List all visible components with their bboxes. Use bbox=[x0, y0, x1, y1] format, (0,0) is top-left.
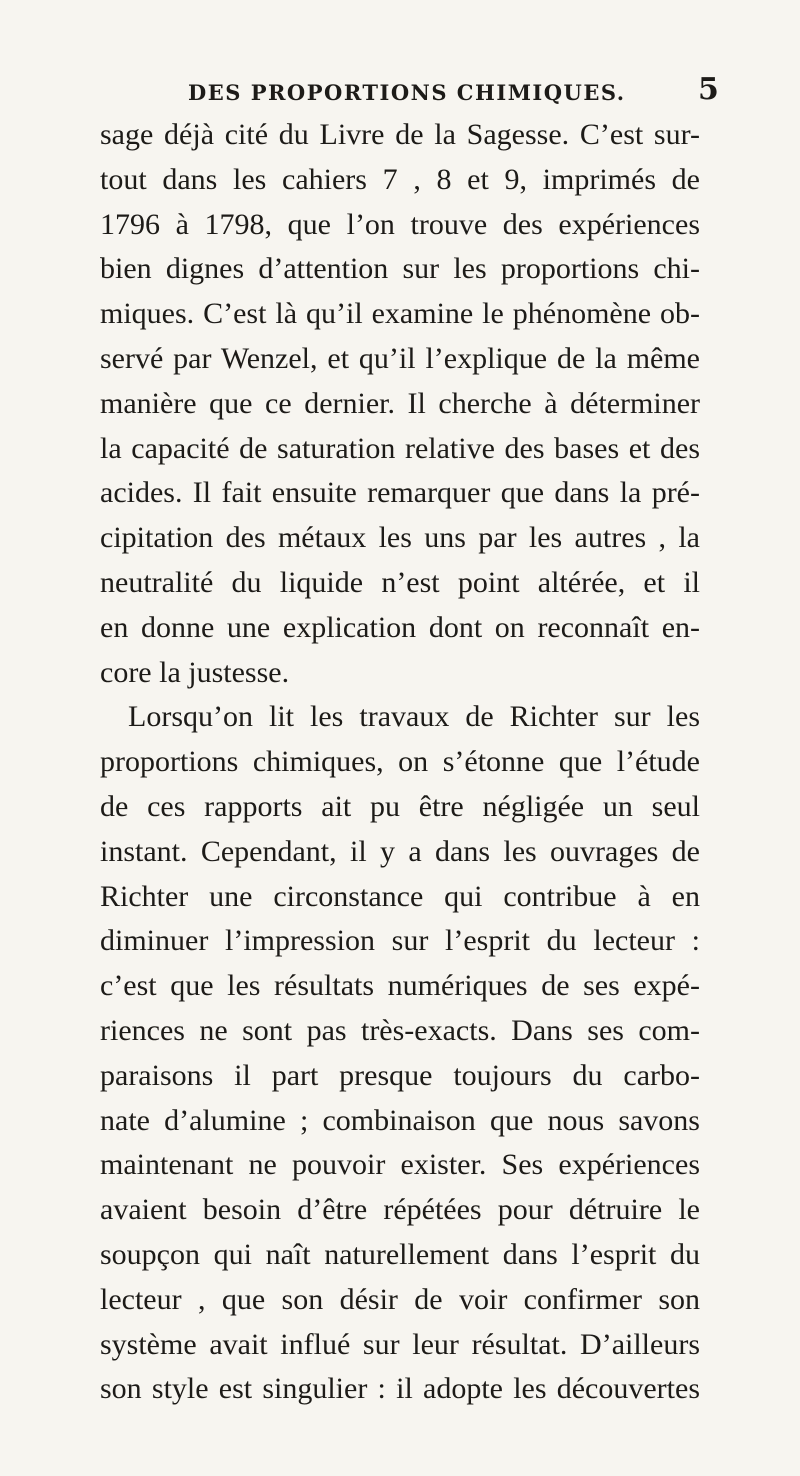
text-line: manière que ce dernier. Il cherche à déterminer bbox=[100, 386, 700, 420]
text-line: proportions chimiques, on s’étonne que l’étude bbox=[100, 745, 700, 779]
text-line: riences ne sont pas très-exacts. Dans ses com- bbox=[100, 1013, 700, 1047]
paragraph-start-line: Lorsqu’on lit les travaux de Richter sur les bbox=[128, 700, 700, 734]
text-line: paraisons il part presque toujours du carbo- bbox=[100, 1058, 700, 1092]
text-line: cipitation des métaux les uns par les autres , la bbox=[100, 521, 700, 555]
running-title: DES PROPORTIONS CHIMIQUES. bbox=[188, 80, 626, 105]
text-line: nate d’alumine ; combinaison que nous savons bbox=[100, 1103, 700, 1137]
text-line: maintenant ne pouvoir exister. Ses expériences bbox=[100, 1148, 700, 1182]
text-line: bien dignes d’attention sur les proportions chi- bbox=[100, 252, 700, 286]
text-line: 1796 à 1798, que l’on trouve des expériences bbox=[100, 207, 700, 241]
text-line: sage déjà cité du Livre de la Sagesse. C’est sur- bbox=[100, 118, 700, 151]
text-line: lecteur , que son désir de voir confirmer son bbox=[100, 1282, 700, 1316]
page-number: 5 bbox=[698, 72, 719, 107]
text-line: la capacité de saturation relative des bases et des bbox=[100, 431, 700, 465]
text-line: c’est que les résultats numériques de ses expé- bbox=[100, 969, 700, 1003]
text-line: instant. Cependant, il y a dans les ouvrages de bbox=[100, 834, 700, 868]
text-line: diminuer l’impression sur l’esprit du lecteur : bbox=[100, 924, 700, 958]
text-line: soupçon qui naît naturellement dans l’esprit du bbox=[100, 1237, 700, 1271]
text-line: de ces rapports ait pu être négligée un seul bbox=[100, 789, 700, 823]
text-line: système avait influé sur leur résultat. D’ailleurs bbox=[100, 1327, 700, 1361]
text-line: avaient besoin d’être répétées pour détruire le bbox=[100, 1193, 700, 1227]
text-line: miques. C’est là qu’il examine le phénomène ob- bbox=[100, 297, 700, 331]
text-line: tout dans les cahiers 7 , 8 et 9, imprimés de bbox=[100, 162, 700, 196]
text-line: acides. Il fait ensuite remarquer que dans la pré- bbox=[100, 476, 700, 510]
paragraph-end-line: core la justesse. bbox=[100, 655, 290, 689]
text-line: en donne une explication dont on reconnaît en- bbox=[100, 610, 700, 644]
text-line: neutralité du liquide n’est point altérée, et il bbox=[100, 565, 700, 599]
text-line: Richter une circonstance qui contribue à en bbox=[100, 879, 700, 913]
text-line: servé par Wenzel, et qu’il l’explique de la même bbox=[100, 341, 700, 375]
text-line: son style est singulier : il adopte les découvertes bbox=[100, 1372, 700, 1406]
body-text bbox=[100, 113, 700, 1412]
